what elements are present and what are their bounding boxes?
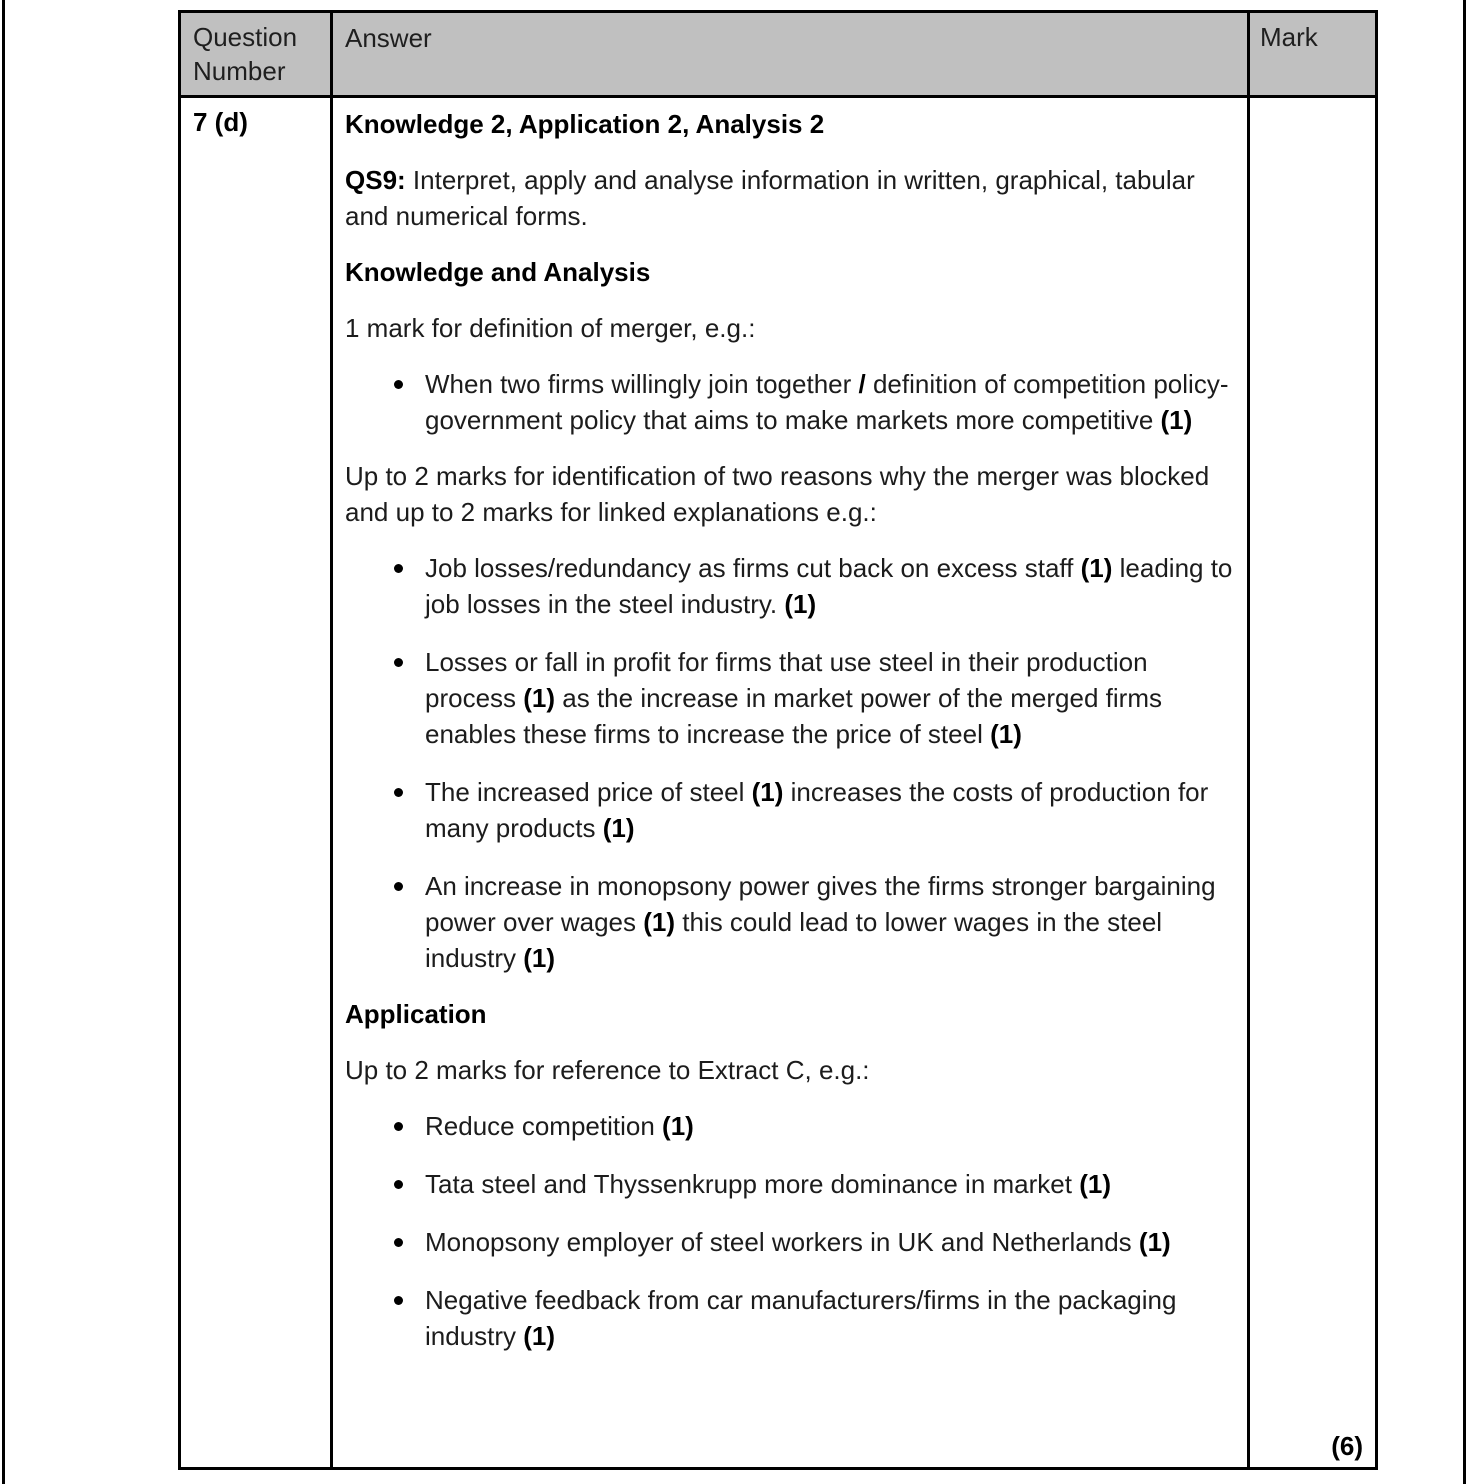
text-segment: 1 mark for definition of merger, e.g.:: [345, 313, 756, 343]
bold-text-segment: (1): [1160, 405, 1193, 435]
text-segment: increases the costs of production for many products: [425, 777, 1209, 843]
answer-bullet-list: [345, 366, 1235, 438]
bold-text-segment: (1): [602, 813, 635, 843]
bold-text-segment: QS9:: [345, 165, 406, 195]
text-segment: An increase in monopsony power gives the firms stronger bargaining power over wages: [425, 871, 1216, 937]
mark-scheme-table: [178, 10, 1378, 1470]
answer-bullet-item: [345, 1108, 1235, 1144]
answer-paragraph: [345, 458, 1235, 530]
bold-text-segment: (1): [1080, 553, 1113, 583]
bold-text-segment: (1): [662, 1111, 694, 1141]
text-segment: Job losses/redundancy as firms cut back on excess staff: [425, 553, 1081, 583]
text-segment: Up to 2 marks for identification of two reasons why the merger was blocked and up to 2 marks for linked explanations e.g.:: [345, 461, 1210, 527]
answer-bullet-item: [345, 1282, 1235, 1354]
mark-header-label: Mark: [1260, 22, 1318, 52]
answer-bullet-item: [345, 1224, 1235, 1260]
mark-cell: [1250, 98, 1375, 1467]
text-segment: Tata steel and Thyssenkrupp more dominance in market: [425, 1169, 1080, 1199]
text-segment: Up to 2 marks for reference to Extract C, e.g.:: [345, 1055, 870, 1085]
bold-text-segment: (1): [751, 777, 784, 807]
bold-text-segment: (1): [784, 589, 817, 619]
answer-section-heading: Application: [345, 999, 487, 1029]
bold-text-segment: (1): [523, 683, 556, 713]
answer-header-label: Answer: [345, 23, 432, 53]
header-cell-question-number: [181, 13, 333, 95]
bold-text-segment: /: [858, 369, 866, 399]
bold-text-segment: (1): [990, 719, 1022, 749]
bold-text-segment: (1): [523, 943, 556, 973]
text-segment: Monopsony employer of steel workers in UK and Netherlands: [425, 1227, 1139, 1257]
answer-section-heading: Knowledge and Analysis: [345, 257, 651, 287]
answer-cell: [333, 98, 1250, 1467]
text-segment: Reduce competition: [425, 1111, 663, 1141]
text-segment: Losses or fall in profit for firms that use steel in their production process: [425, 647, 1148, 713]
header-cell-answer: [333, 13, 1250, 95]
answer-bullet-item: [345, 1166, 1235, 1202]
table-body-row: [181, 98, 1375, 1467]
answer-bullet-item: [345, 366, 1235, 438]
mark-cell-spacer: [1260, 105, 1363, 1430]
answer-bullet-item: [345, 868, 1235, 976]
answer-paragraph: [345, 310, 1235, 346]
question-number-cell: [181, 98, 333, 1467]
page-border-right: [1463, 0, 1466, 1484]
answer-paragraph: [345, 162, 1235, 234]
answer-bullet-item: [345, 550, 1235, 622]
text-segment: this could lead to lower wages in the steel industry: [425, 907, 1163, 973]
bold-text-segment: (1): [643, 907, 676, 937]
table-header-row: [181, 13, 1375, 98]
text-segment: Interpret, apply and analyse information in written, graphical, tabular and numerical forms.: [345, 165, 1195, 231]
text-segment: as the increase in market power of the merged firms enables these firms to increase the price of steel: [425, 683, 1162, 749]
page-border-left: [2, 0, 5, 1484]
header-cell-mark: [1250, 13, 1375, 95]
question-number-header-label: Question Number: [193, 22, 298, 86]
mark-value: (6): [1331, 1431, 1363, 1461]
text-segment: When two firms willingly join together: [425, 369, 859, 399]
answer-bullet-list: [345, 550, 1235, 976]
answer-bullet-item: [345, 644, 1235, 752]
answer-section-heading: Knowledge 2, Application 2, Analysis 2: [345, 109, 825, 139]
answer-paragraph: [345, 1052, 1235, 1088]
text-segment: leading to job losses in the steel industry.: [425, 553, 1233, 619]
answer-bullet-list: [345, 1108, 1235, 1354]
text-segment: The increased price of steel: [425, 777, 752, 807]
text-segment: Negative feedback from car manufacturers/firms in the packaging industry: [425, 1285, 1177, 1351]
answer-content: [345, 106, 1235, 1354]
bold-text-segment: (1): [1079, 1169, 1111, 1199]
bold-text-segment: (1): [523, 1321, 556, 1351]
question-number-value: 7 (d): [193, 107, 248, 137]
answer-bullet-item: [345, 774, 1235, 846]
bold-text-segment: (1): [1138, 1227, 1171, 1257]
text-segment: definition of competition policy- government policy that aims to make markets more competitive: [425, 369, 1229, 435]
